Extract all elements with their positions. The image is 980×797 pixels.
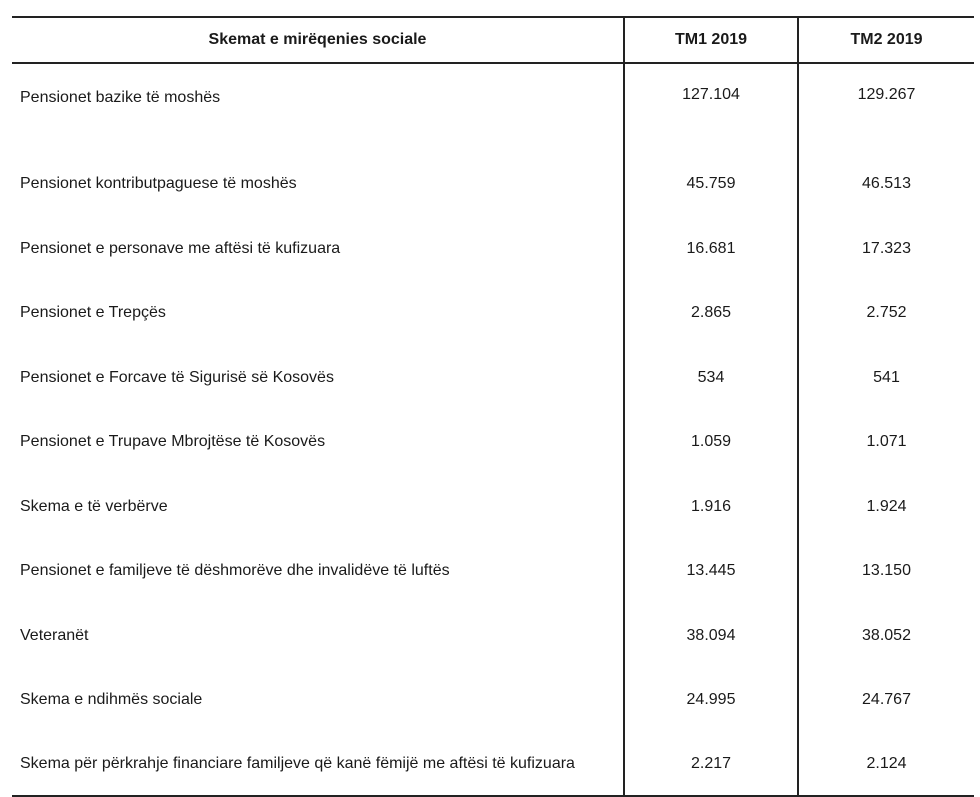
row-tm2-value: 24.767 — [862, 691, 911, 709]
row-tm2-value: 46.513 — [862, 175, 911, 193]
row-label: Skema e ndihmës sociale — [12, 668, 624, 733]
table-row — [12, 475, 974, 540]
row-label: Pensionet e Forcave të Sigurisë së Kosovës — [12, 346, 624, 411]
row-tm1-value: 127.104 — [624, 63, 798, 152]
table-row — [12, 410, 974, 475]
row-tm2-value: 2.752 — [866, 304, 907, 322]
row-tm1-value: 24.995 — [624, 668, 798, 733]
row-label: Skema për përkrahje financiare familjeve që kanë fëmijë me aftësi të kufizuara — [12, 733, 624, 796]
row-label: Pensionet e Trepçës — [12, 281, 624, 346]
row-label: Veteranët — [12, 604, 624, 669]
row-tm2-value: 38.052 — [862, 626, 911, 644]
row-label: Skema e të verbërve — [12, 475, 624, 540]
table-row — [12, 668, 974, 733]
row-label: Pensionet e familjeve të dëshmorëve dhe invalidëve të luftës — [12, 539, 624, 604]
row-label: Pensionet bazike të moshës — [12, 63, 624, 152]
table-row — [12, 539, 974, 604]
row-tm2-value: 541 — [873, 368, 900, 386]
header-tm1-2019: TM1 2019 — [624, 17, 798, 63]
row-label: Pensionet e personave me aftësi të kufizuara — [12, 217, 624, 282]
row-label: Pensionet kontributpaguese të moshës — [12, 152, 624, 217]
row-tm1-value: 38.094 — [624, 604, 798, 669]
table-row — [12, 152, 974, 217]
row-tm1-value: 534 — [624, 346, 798, 411]
table-row — [12, 217, 974, 282]
row-tm1-value: 2.865 — [624, 281, 798, 346]
welfare-schemes-table — [12, 16, 974, 797]
table-header-row — [12, 17, 974, 63]
row-tm1-value: 45.759 — [624, 152, 798, 217]
row-tm1-value: 13.445 — [624, 539, 798, 604]
row-tm2-value: 1.924 — [866, 497, 907, 515]
header-scheme: Skemat e mirëqenies sociale — [12, 17, 624, 63]
table-row — [12, 733, 974, 796]
row-tm2-value: 1.071 — [866, 433, 907, 451]
row-label: Pensionet e Trupave Mbrojtëse të Kosovës — [12, 410, 624, 475]
row-tm2-value: 2.124 — [798, 733, 974, 796]
row-tm2-value: 17.323 — [862, 239, 911, 257]
row-tm1-value: 1.916 — [624, 475, 798, 540]
row-tm2-value: 129.267 — [857, 86, 916, 103]
table-row — [12, 346, 974, 411]
table-row — [12, 604, 974, 669]
row-tm1-value: 1.059 — [624, 410, 798, 475]
header-tm2-2019: TM2 2019 — [798, 17, 974, 63]
row-tm2-value: 13.150 — [862, 562, 911, 580]
row-tm1-value: 16.681 — [624, 217, 798, 282]
table-row — [12, 63, 974, 152]
table-row — [12, 281, 974, 346]
row-tm1-value: 2.217 — [624, 733, 798, 796]
welfare-schemes-table-container — [12, 16, 974, 797]
